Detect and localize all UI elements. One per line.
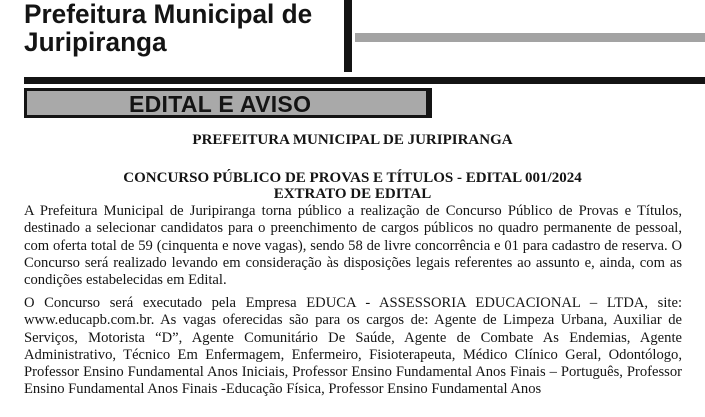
section-top-rule [24,77,705,84]
header-vertical-rule [344,0,352,72]
section-banner-edge [426,88,432,118]
header-gray-rule [355,33,705,42]
notice-paragraph: A Prefeitura Municipal de Juripiranga torna público a realização de Concurso Público de Provas e Títulos, destinado a selecionar candidatos para o preenchimento de cargos públicos no quadro permanente de pessoal, com oferta total de 59 (cinquenta e nove vagas), sendo 58 de livre concorrência e 01 para cadastro de reserva. O Concurso será realizado levando em consideração às disposições legais referentes ao assunto e, ainda, com as condições estabelecidas em Edital. [24,203,682,289]
section-banner [24,88,426,118]
notice-paragraph: O Concurso será executado pela Empresa EDUCA - ASSESSORIA EDUCACIONAL – LTDA, site: www.educapb.com.br. As vagas oferecidas são para os cargos de: Agente de Limpeza Urbana, Auxiliar de Serviços, Motorista “D”, Agente Comunitário De Saúde, Agente de Combate As Endemias, Agente Administrativo, Técnico Em Enfermagem, Enfermeiro, Fisioterapeuta, Médico Clínico Geral, Odontólogo, Professor Ensino Fundamental Anos Iniciais, Professor Ensino Fundamental Anos Finais – Português, Professor Ensino Fundamental Anos Finais -Educação Física, Professor Ensino Fundamental Anos [24,295,682,398]
publication-header-title: Prefeitura Municipal de Juripiranga [24,0,313,57]
organization-title: PREFEITURA MUNICIPAL DE JURIPIRANGA [192,132,513,148]
extract-title: EXTRATO DE EDITAL [273,186,432,202]
contest-title: CONCURSO PÚBLICO DE PROVAS E TÍTULOS - EDITAL 001/2024 [123,170,582,186]
section-label: EDITAL E AVISO [129,91,312,117]
